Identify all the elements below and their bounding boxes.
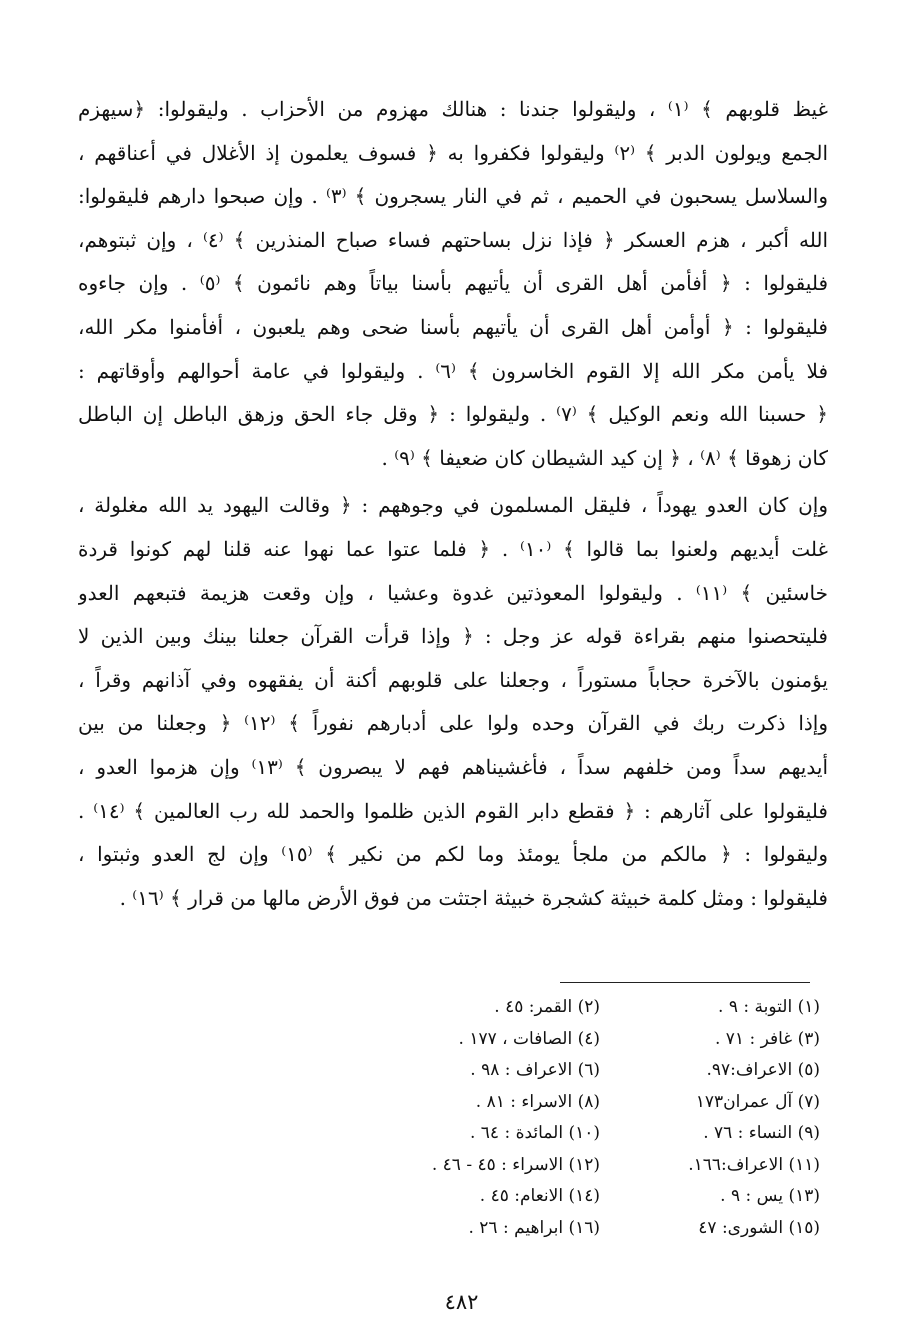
footnote: (١٣) يس : ٩ . xyxy=(720,1186,820,1206)
text-line: خاسئين ﴾ ⁽١١⁾ . وليقولوا المعوذتين غدوة وعشيا ، وإن وقعت هزيمة فتبعهم العدو xyxy=(78,580,828,605)
footnotes-column-right xyxy=(600,992,820,1244)
page-number: ٤٨٢ xyxy=(444,1290,479,1314)
footnote: (١٦) ابراهيم : ٢٦ . xyxy=(468,1217,600,1238)
text-line: وإن كان العدو يهوداً ، فليقل المسلمون في وجوههم : ﴿ وقالت اليهود يد الله مغلولة ، xyxy=(78,493,828,518)
text-line: غيظ قلوبهم ﴾ ⁽١⁾ ، وليقولوا جندنا : هنالك مهزوم من الأحزاب . وليقولوا: ﴿سيهزم xyxy=(78,97,828,121)
text-line: وليقولوا : ﴿ مالكم من ملجأ يومئذ وما لكم من نكير ﴾ ⁽١٥⁾ وإن لج العدو وثبتوا ، xyxy=(78,842,828,867)
text-line: فليتحصنوا منهم بقراءة قوله عز وجل : ﴿ وإذا قرأت القرآن جعلنا بينك وبين الذين لا xyxy=(78,624,828,649)
text-line: ﴿ حسبنا الله ونعم الوكيل ﴾ ⁽٧⁾ . وليقولوا : ﴿ وقل جاء الحق وزهق الباطل إن الباطل xyxy=(78,402,828,427)
text-line: أيديهم سداً ومن خلفهم سداً ، فأغشيناهم فهم لا يبصرون ﴾ ⁽١٣⁾ وإن هزموا العدو ، xyxy=(78,754,828,779)
text-line: الله أكبر ، هزم العسكر ﴿ فإذا نزل بساحتهم فساء صباح المنذرين ﴾ ⁽٤⁾ ، وإن ثبتوهم، xyxy=(78,227,828,252)
text-line: كان زهوقا ﴾ ⁽٨⁾ ، ﴿ إن كيد الشيطان كان ضعيفا ﴾ ⁽٩⁾ . xyxy=(381,445,828,470)
footnote: (٩) النساء : ٧٦ . xyxy=(703,1123,820,1143)
paragraph-2 xyxy=(78,484,828,920)
text-line: فليقولوا : ﴿ أوأمن أهل القرى أن يأتيهم بأسنا ضحى وهم يلعبون ، أفأمنوا مكر الله، xyxy=(78,314,828,339)
footnotes-column-left xyxy=(300,992,600,1244)
paragraph-1 xyxy=(78,88,828,480)
text-line: فليقولوا على آثارهم : ﴿ فقطع دابر القوم الذين ظلموا والحمد لله رب العالمين ﴾ ⁽١٤⁾ . xyxy=(78,798,828,823)
footnote-divider xyxy=(560,982,810,983)
footnote: (١١) الاعراف:١٦٦. xyxy=(688,1154,820,1175)
footnote: (٧) آل عمران١٧٣ xyxy=(695,1091,820,1112)
footnote: (٦) الاعراف : ٩٨ . xyxy=(470,1060,600,1080)
footnote: (١٢) الاسراء : ٤٥ - ٤٦ . xyxy=(431,1154,600,1175)
text-line: الجمع ويولون الدبر ﴾ ⁽٢⁾ وليقولوا فكفروا به ﴿ فسوف يعلمون إذ الأغلال في أعناقهم ، xyxy=(78,140,828,165)
footnote: (٨) الاسراء : ٨١ . xyxy=(475,1091,600,1112)
footnote: (٥) الاعراف:٩٧. xyxy=(706,1060,820,1080)
footnote: (١٤) الانعام: ٤٥ . xyxy=(479,1186,600,1206)
footnote: (١٠) المائدة : ٦٤ . xyxy=(469,1123,600,1143)
text-line: وإذا ذكرت ربك في القرآن وحده ولوا على أدبارهم نفوراً ﴾ ⁽١٢⁾ ﴿ وجعلنا من بين xyxy=(78,711,828,736)
footnote: (٤) الصافات ، ١٧٧ . xyxy=(458,1028,600,1049)
text-line: فلا يأمن مكر الله إلا القوم الخاسرون ﴾ ⁽٦⁾ . وليقولوا في عامة أحوالهم وأوقاتهم : xyxy=(78,358,828,383)
text-line: يؤمنون بالآخرة حجاباً مستوراً ، وجعلنا على قلوبهم أكنة أن يفقهوه وفي آذانهم وقراً ، xyxy=(78,667,828,692)
footnote: (١) التوبة : ٩ . xyxy=(718,997,820,1017)
text-line: والسلاسل يسحبون في الحميم ، ثم في النار يسجرون ﴾ ⁽٣⁾ . وإن صبحوا دارهم فليقولوا: xyxy=(78,184,828,209)
footnote: (١٥) الشورى: ٤٧ xyxy=(698,1217,820,1238)
footnote: (٢) القمر: ٤٥ . xyxy=(494,997,600,1017)
text-line: فليقولوا : ومثل كلمة خبيثة كشجرة خبيثة اجتثت من فوق الأرض مالها من قرار ﴾ ⁽١٦⁾ . xyxy=(119,885,828,910)
footnote: (٣) غافر : ٧١ . xyxy=(714,1028,820,1049)
main-text xyxy=(78,88,828,920)
text-line: غلت أيديهم ولعنوا بما قالوا ﴾ ⁽١٠⁾ . ﴿ فلما عتوا عما نهوا عنه قلنا لهم كونوا قردة xyxy=(78,536,828,561)
text-line: فليقولوا : ﴿ أفأمن أهل القرى أن يأتيهم بأسنا بياتاً وهم نائمون ﴾ ⁽٥⁾ . وإن جاءوه xyxy=(78,271,828,296)
footnotes xyxy=(300,992,820,1244)
